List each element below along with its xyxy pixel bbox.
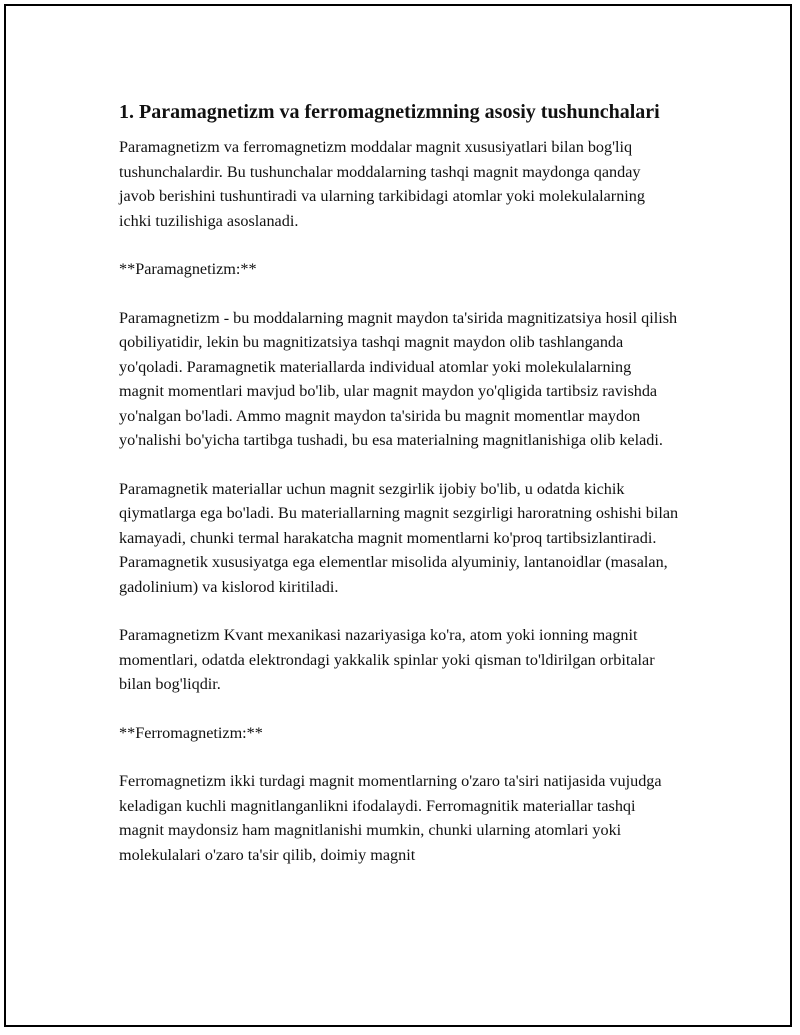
section-heading: 1. Paramagnetizm va ferromagnetizmning asosiy tushunchalari — [119, 101, 660, 123]
subheading-ferromagnetism: **Ferromagnetizm:** — [119, 723, 263, 742]
document-body — [119, 100, 679, 891]
paragraph-ferromagnetism-definition: Ferromagnetizm ikki turdagi magnit momentlarning o'zaro ta'siri natijasida vujudga keladigan kuchli magnitlanganlikni ifodalaydi. Ferromagnitik materiallar tashqi magnit maydonsiz ham magnitlanishi mumkin, chunki ularning atomlari yoki molekulalari o'zaro ta'sir qilib, doimiy magnit — [119, 772, 662, 864]
paragraph-intro: Paramagnetizm va ferromagnetizm moddalar magnit xususiyatlari bilan bog'liq tushunchalardir. Bu tushunchalar moddalarning tashqi magnit maydonga qanday javob berishini tushuntiradi va ularning tarkibidagi atomlar yoki molekulalarning ichki tuzilishiga asoslanadi. — [119, 138, 645, 230]
paragraph-quantum-explanation: Paramagnetizm Kvant mexanikasi nazariyasiga ko'ra, atom yoki ionning magnit momentlari, odatda elektrondagi yakkalik spinlar yoki qisman to'ldirilgan orbitalar bilan bog'liqdir. — [119, 626, 655, 693]
subheading-paramagnetism: **Paramagnetizm:** — [119, 260, 257, 278]
document-page — [4, 4, 792, 1027]
paragraph-paramagnetism-definition: Paramagnetizm - bu moddalarning magnit maydon ta'sirida magnitizatsiya hosil qilish qobiliyatidir, lekin bu magnitizatsiya tashqi magnit maydon olib tashlanganda yo'qoladi. Paramagnetik materiallarda individual atomlar yoki molekulalarning magnit momentlari mavjud bo'lib, ular magnit maydon yo'qligida tartibsiz ravishda yo'nalgan bo'ladi. Ammo magnit maydon ta'sirida bu magnit momentlar maydon yo'nalishi bo'yicha tartibga tushadi, bu esa materialning magnitlanishiga olib keladi. — [119, 308, 678, 449]
paragraph-paramagnetic-materials: Paramagnetik materiallar uchun magnit sezgirlik ijobiy bo'lib, u odatda kichik qiymatlarga ega bo'ladi. Bu materiallarning magnit sezgirligi haroratning oshishi bilan kamayadi, chunki termal harakatcha magnit momentlarni ko'proq tartibsizlantiradi. Paramagnetik xususiyatga ega elementlar misolida alyuminiy, lantanoidlar (masalan, gadolinium) va kislorod kiritiladi. — [119, 479, 679, 596]
